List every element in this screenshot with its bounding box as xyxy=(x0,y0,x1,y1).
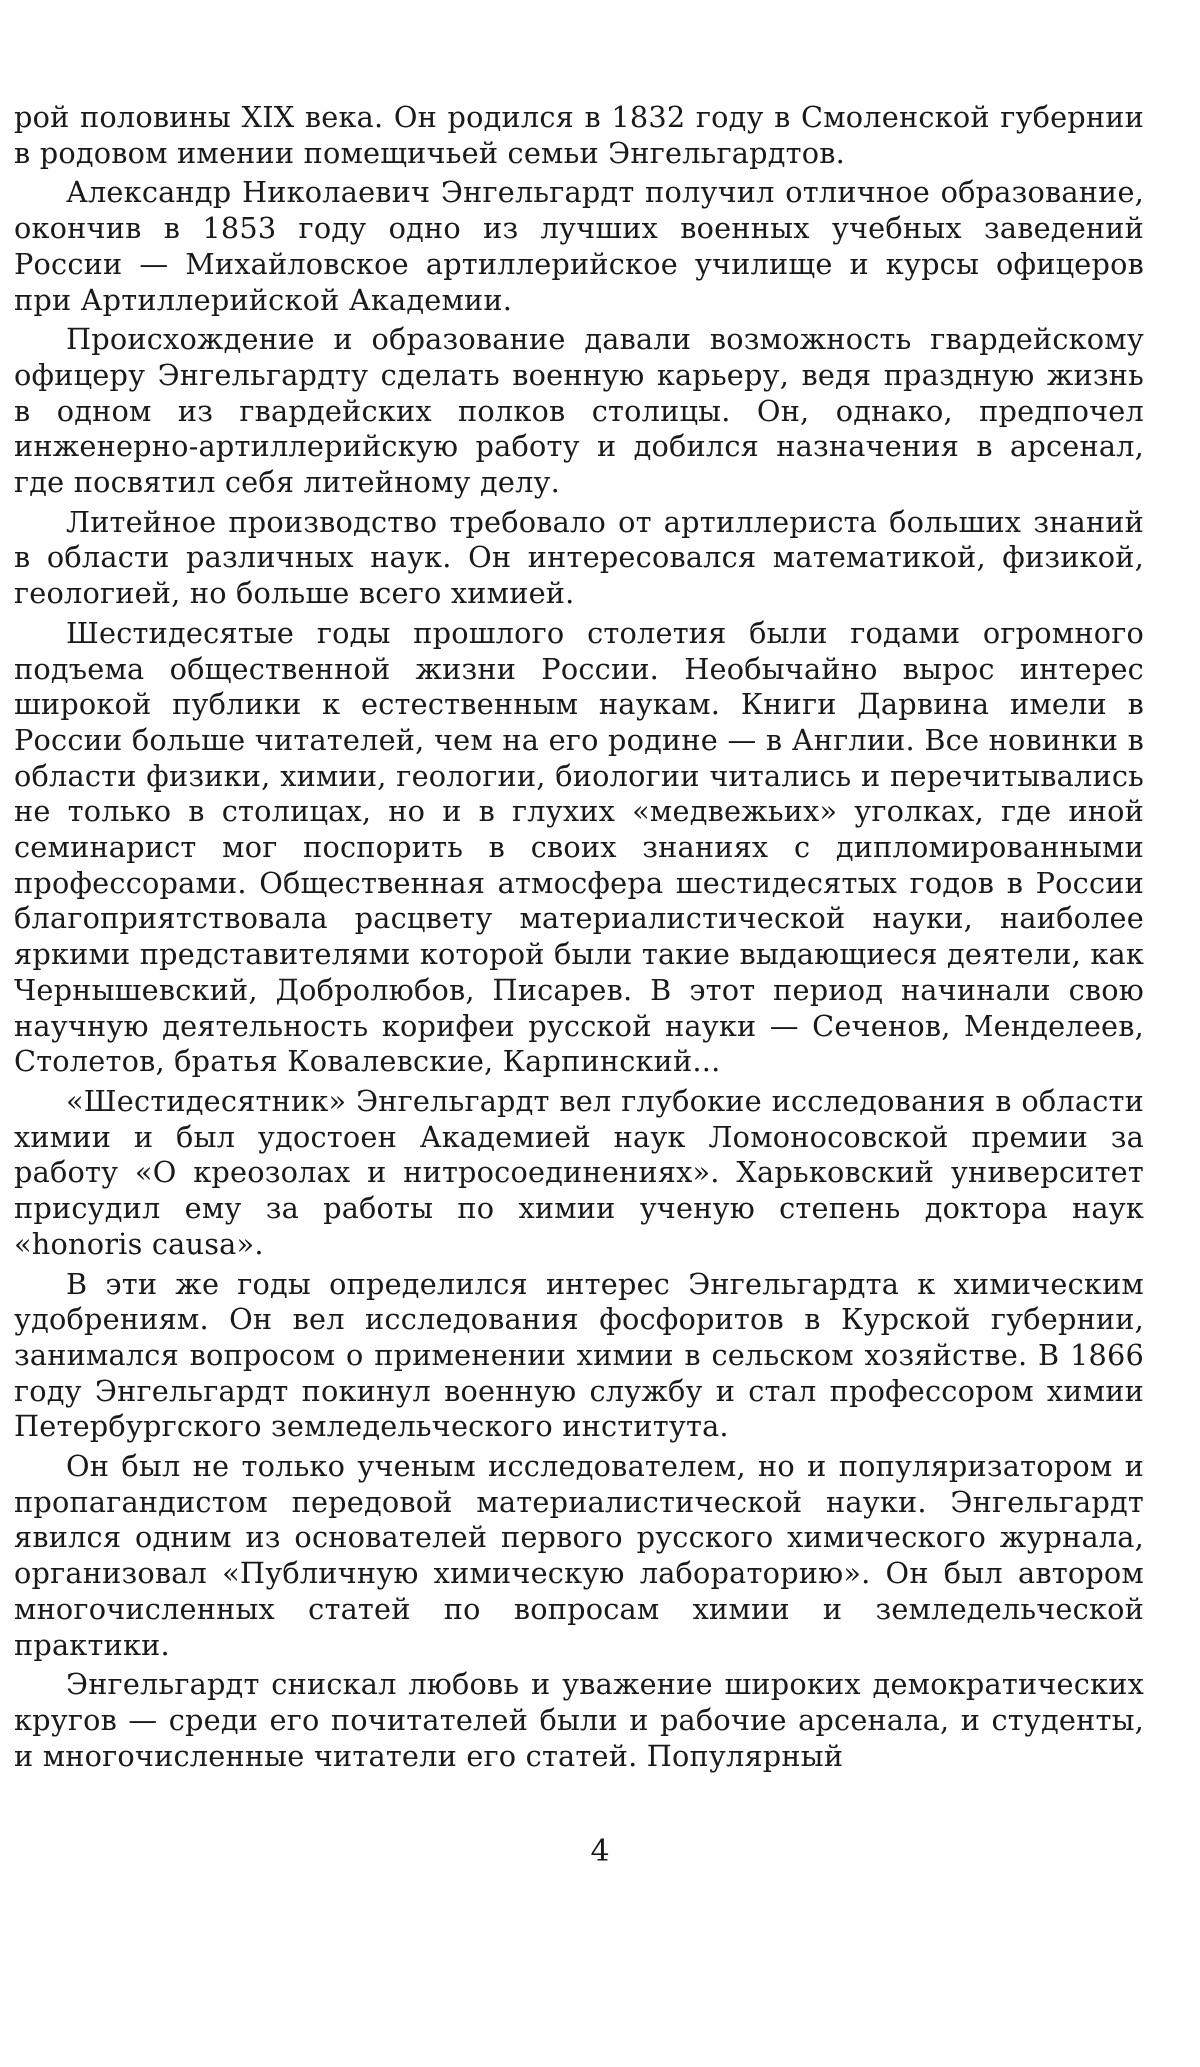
paragraph-research: «Шестидесятник» Энгельгардт вел глубокие исследования в области химии и был удостоен Академией наук Ломоносовской премии за работу «О креозолах и нитросоединениях». Харьковский университет присудил ему за работы по химии ученую степень доктора наук «honoris causa». xyxy=(14,1083,1144,1261)
paragraph-career: Происхождение и образование давали возможность гвардейскому офицеру Энгельгардту сделать военную карьеру, ведя праздную жизнь в одном из гвардейских полков столицы. Он, однако, предпочел инженерно-артиллерийскую работу и добился назначения в арсенал, где посвятил себя литейному делу. xyxy=(14,322,1144,500)
paragraph-foundry: Литейное производство требовало от артиллериста больших знаний в области различных наук. Он интересовался математикой, физикой, геологией, но больше всего химией. xyxy=(14,504,1144,611)
paragraph-education: Александр Николаевич Энгельгардт получил отличное образование, окончив в 1853 году одно из лучших военных учебных заведений России — Михайловское артиллерийское училище и курсы офицеров при Артиллерийской Академии. xyxy=(14,175,1144,317)
paragraph-sixties: Шестидесятые годы прошлого столетия были годами огромного подъема общественной жизни России. Необычайно вырос интерес широкой публики к естественным наукам. Книги Дарвина имели в России больше читателей, чем на его родине — в Англии. Все новинки в области физики, химии, геологии, биологии читались и перечитывались не только в столицах, но и в глухих «медвежьих» уголках, где иной семинарист мог поспорить в своих знаниях с дипломированными профессорами. Общественная атмосфера шестидесятых годов в России благоприятствовала расцвету материалистической науки, наиболее яркими представителями которой были такие выдающиеся деятели, как Чернышевский, Добролюбов, Писарев. В этот период начинали свою научную деятельность корифеи русской науки — Сеченов, Менделеев, Столетов, братья Ковалевские, Карпинский... xyxy=(14,615,1144,1079)
body-text xyxy=(14,100,1144,1778)
paragraph-respect: Энгельгардт снискал любовь и уважение широких демократических кругов — среди его почитателей были и рабочие арсенала, и студенты, и многочисленные читатели его статей. Популярный xyxy=(14,1667,1144,1773)
paragraph-continuation: рой половины XIX века. Он родился в 1832 году в Смоленской губернии в родовом имении помещичьей семьи Энгельгардтов. xyxy=(14,100,1144,170)
paragraph-fertilizers: В эти же годы определился интерес Энгельгардта к химическим удобрениям. Он вел исследования фосфоритов в Курской губернии, занимался вопросом о применении химии в сельском хозяйстве. В 1866 году Энгельгардт покинул военную службу и стал профессором химии Петербургского земледельческого института. xyxy=(14,1266,1144,1444)
page-number: 4 xyxy=(590,1834,610,1869)
paragraph-popularizer: Он был не только ученым исследователем, но и популяризатором и пропагандистом передовой материалистической науки. Энгельгардт явился одним из основателей первого русского химического журнала, организовал «Публичную химическую лабораторию». Он был автором многочисленных статей по вопросам химии и земледельческой практики. xyxy=(14,1449,1144,1662)
